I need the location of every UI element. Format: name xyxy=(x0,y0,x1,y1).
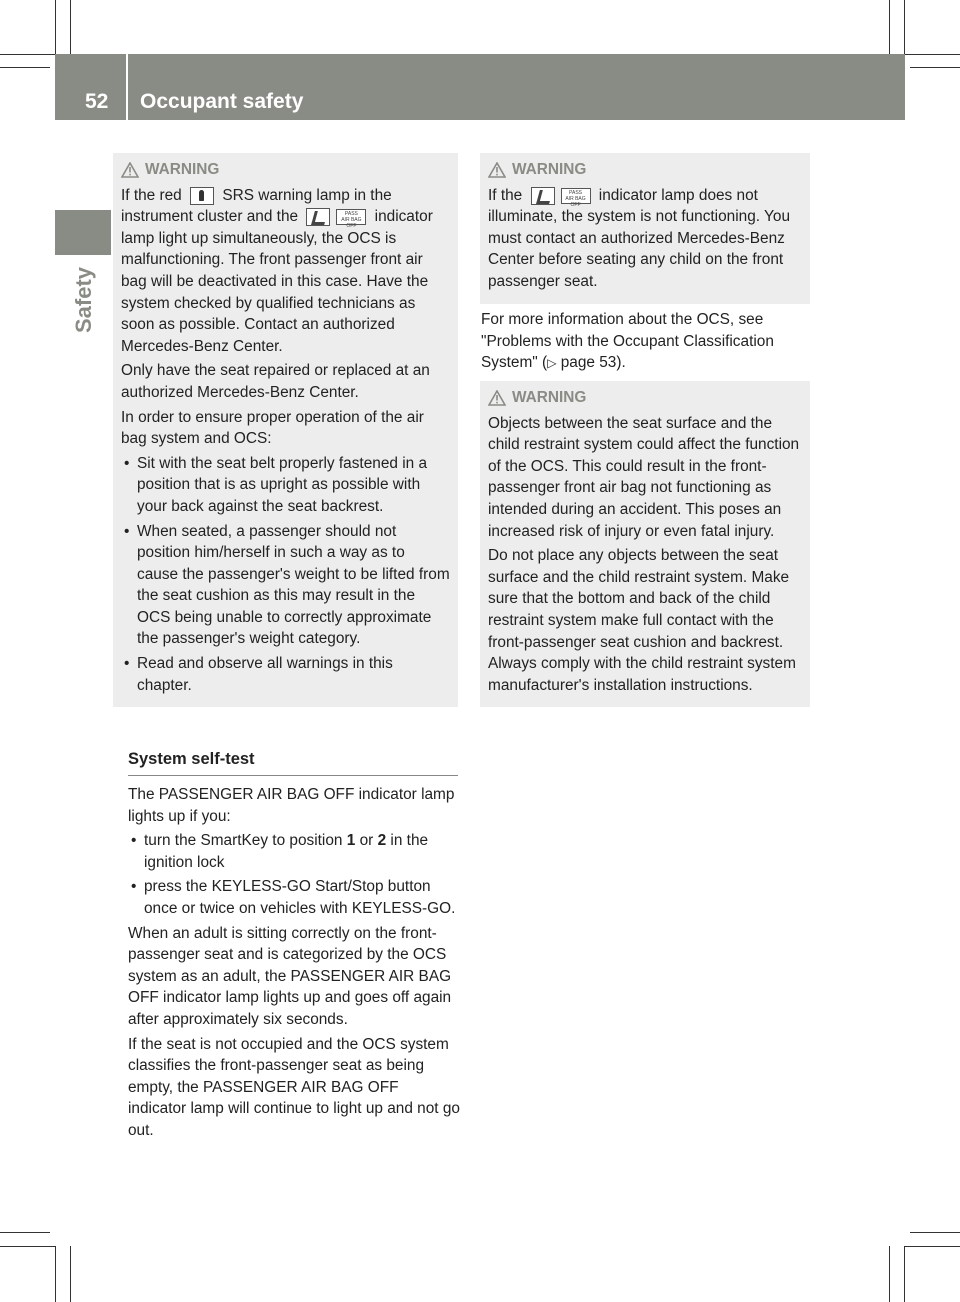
crop-mark xyxy=(55,1246,56,1302)
list-item: • press the KEYLESS-GO Start/Stop button once or twice on vehicles with KEYLESS-GO. xyxy=(128,876,460,919)
crop-mark xyxy=(910,1232,960,1233)
warning-paragraph: In order to ensure proper operation of the air bag system and OCS: xyxy=(121,408,424,448)
crop-mark xyxy=(904,0,905,54)
text-fragment: turn the SmartKey to position xyxy=(144,832,343,850)
more-info-paragraph xyxy=(481,309,803,375)
warning-triangle-icon xyxy=(488,162,506,178)
warning-bullet-list xyxy=(121,453,450,697)
warning-paragraph: Only have the seat repaired or replaced at an authorized Mercedes-Benz Center. xyxy=(121,362,430,401)
self-test-body xyxy=(128,784,460,1145)
header-separator xyxy=(126,54,128,120)
passenger-air-bag-off-icon: PASS AIR BAG OFF xyxy=(336,209,366,225)
warning-heading-text: WARNING xyxy=(145,161,220,178)
body-paragraph: When an adult is sitting correctly on the front-passenger seat and is categorized by the OCS system as an adult, the PASSENGER AIR BAG OFF indicator lamp lights up and goes off again after approximately six seconds. xyxy=(128,924,452,1028)
warning-paragraph: Do not place any objects between the seat surface and the child restraint system. Make sure that the bottom and back of the child restraint system make full contact with the front-passenger seat cushion and backrest. Always comply with the child restraint system manufacturer's installation instructions. xyxy=(488,547,796,694)
position-number: 2 xyxy=(377,832,387,850)
warning-heading-text: WARNING xyxy=(512,389,587,406)
crop-mark xyxy=(70,0,71,54)
text-fragment: indicator lamp does not illuminate, the system is not functioning. You must contact an authorized Mercedes-Benz Center before seating any child on the front passenger seat. xyxy=(488,186,791,290)
text-fragment: SRS warning lamp in the instrument cluster and the xyxy=(121,186,392,226)
text-fragment: For more information about the OCS, see "Problems with the Occupant Classification System" ( xyxy=(481,311,774,372)
text-fragment: or xyxy=(359,832,374,850)
text-fragment: If the red xyxy=(121,186,182,204)
page-reference-arrow-icon: ▷ xyxy=(547,356,557,371)
warning-box-right-top xyxy=(480,153,810,304)
crop-mark xyxy=(0,67,50,68)
crop-mark xyxy=(0,54,55,55)
body-paragraph: If the seat is not occupied and the OCS system classifies the front-passenger seat as being empty, the PASSENGER AIR BAG OFF indicator lamp will continue to light up and not go out. xyxy=(128,1035,460,1139)
side-tab-block xyxy=(55,210,111,255)
warning-paragraph xyxy=(488,185,802,293)
warning-triangle-icon xyxy=(488,390,506,406)
crop-mark xyxy=(889,1246,890,1302)
warning-triangle-icon xyxy=(121,162,139,178)
side-tab-label: Safety xyxy=(71,266,96,334)
page-reference-link[interactable]: page 53). xyxy=(560,354,626,372)
crop-mark xyxy=(904,1246,905,1302)
page-number: 52 xyxy=(85,90,109,113)
position-number: 1 xyxy=(346,832,356,850)
child-seat-indicator-icon xyxy=(531,187,555,205)
child-seat-indicator-icon xyxy=(306,208,330,226)
text-fragment: indicator lamp light up simultaneously, the OCS is malfunctioning. The front passenger front air bag will be deactivated in this case. Have the system checked by qualified technicians as soon as possible. Contact an authorized Mercedes-Benz Center. xyxy=(121,208,433,355)
section-title: System self-test xyxy=(128,750,458,776)
crop-mark xyxy=(905,1246,960,1247)
page-title: Occupant safety xyxy=(140,90,304,113)
list-item xyxy=(128,830,460,873)
warning-heading xyxy=(121,159,450,181)
list-item: • Read and observe all warnings in this chapter. xyxy=(121,653,450,696)
crop-mark xyxy=(0,1246,55,1247)
text-fragment: If the xyxy=(488,186,523,204)
warning-paragraph xyxy=(121,185,450,358)
warning-box-left xyxy=(113,153,458,707)
self-test-bullet-list xyxy=(128,830,460,919)
crop-mark xyxy=(0,1232,50,1233)
crop-mark xyxy=(910,67,960,68)
list-item: • Sit with the seat belt properly fastened in a position that is as upright as possible with your back against the seat backrest. xyxy=(121,453,450,518)
warning-box-right-bottom xyxy=(480,381,810,707)
warning-paragraph: Objects between the seat surface and the child restraint system could affect the function of the OCS. This could result in the front-passenger front air bag not functioning as intended during an accident. This poses an increased risk of injury or even fatal injury. xyxy=(488,414,800,540)
list-item: • When seated, a passenger should not position him/herself in such a way as to cause the passenger's weight to be lifted from the seat cushion as this may result in the OCS being unable to correctly approximate the passenger's weight category. xyxy=(121,521,450,651)
crop-mark xyxy=(905,54,960,55)
body-paragraph: The PASSENGER AIR BAG OFF indicator lamp lights up if you: xyxy=(128,786,455,825)
warning-heading xyxy=(488,159,802,181)
passenger-air-bag-off-icon: PASS AIR BAG OFF xyxy=(561,188,591,204)
text-fragment: in the ignition lock xyxy=(144,832,429,871)
crop-mark xyxy=(55,0,56,54)
warning-heading xyxy=(488,387,802,409)
warning-heading-text: WARNING xyxy=(512,161,587,178)
crop-mark xyxy=(70,1246,71,1302)
srs-warning-lamp-icon xyxy=(190,187,214,205)
crop-mark xyxy=(889,0,890,54)
